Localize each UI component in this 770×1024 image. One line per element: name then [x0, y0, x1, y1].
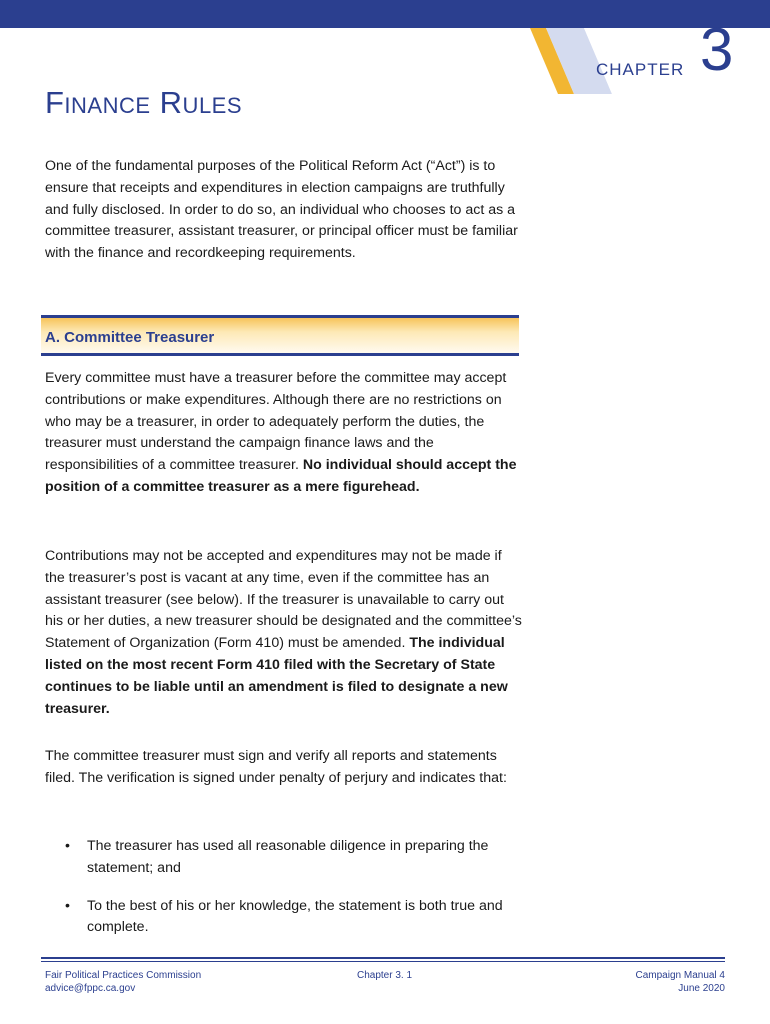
paragraph-text: Every committee must have a treasurer before the committee may accept contributions or make expenditures. Although there are no restrictions on who may be a treasurer, in order to adequately perform the duties, the treasurer must understand the campaign finance laws and the responsibilities of a committee treasurer. [45, 370, 507, 474]
footer-page-number: Chapter 3. 1 [357, 970, 413, 981]
section-a-paragraph-1 [45, 368, 525, 499]
paragraph-emphasis: The individual listed on the most recent Form 410 filed with the Secretary of State continues to be liable until an amendment is filed to designate a new treasurer. [45, 635, 508, 717]
list-item-text: To the best of his or her knowledge, the statement is both true and complete. [87, 897, 503, 936]
footer-divider [41, 957, 725, 959]
list-item [45, 896, 525, 940]
list-item [45, 836, 525, 880]
footer-manual-name: Campaign Manual 4 [635, 970, 725, 981]
footer-divider [41, 961, 725, 962]
paragraph-text: Contributions may not be accepted and expenditures may not be made if the treasurer’s post is vacant at any time, even if the committee has an assistant treasurer (see below). If the treasurer is unavailable to carry out his or her duties, a new treasurer should be designated and the committee’s Statement of Organization (Form 410) must be amended. [45, 548, 522, 652]
chapter-number: 3 [700, 16, 734, 83]
header-band [0, 0, 770, 28]
intro-paragraph: One of the fundamental purposes of the Political Reform Act (“Act”) is to ensure that receipts and expenditures in election campaigns are truthfully and fully disclosed. In order to do so, an individual who chooses to act as a committee treasurer, assistant treasurer, or principal officer must be familiar with the finance and recordkeeping requirements. [45, 158, 518, 262]
footer-right [636, 969, 726, 995]
footer-left [45, 969, 201, 995]
paragraph-emphasis: No individual should accept the position of a committee treasurer as a mere figurehead. [45, 457, 517, 495]
footer-org-name: Fair Political Practices Commission [45, 970, 202, 981]
bullet-icon: • [65, 897, 70, 914]
bullet-icon: • [65, 838, 70, 854]
section-a-header [41, 315, 519, 356]
section-a-paragraph-3: The committee treasurer must sign and verify all reports and statements filed. The verification is signed under penalty of perjury and indicates that: [45, 748, 507, 786]
chapter-label: CHAPTER [596, 60, 685, 79]
verification-list [45, 836, 525, 955]
page-title: Finance Rules [45, 85, 243, 120]
footer-date: June 2020 [678, 983, 725, 994]
section-a-heading: A. Committee Treasurer [45, 329, 215, 346]
footer-email-link[interactable]: advice@fppc.ca.gov [45, 983, 136, 994]
list-item-text: The treasurer has used all reasonable diligence in preparing the statement; and [87, 838, 489, 876]
section-a-paragraph-2 [45, 546, 525, 720]
